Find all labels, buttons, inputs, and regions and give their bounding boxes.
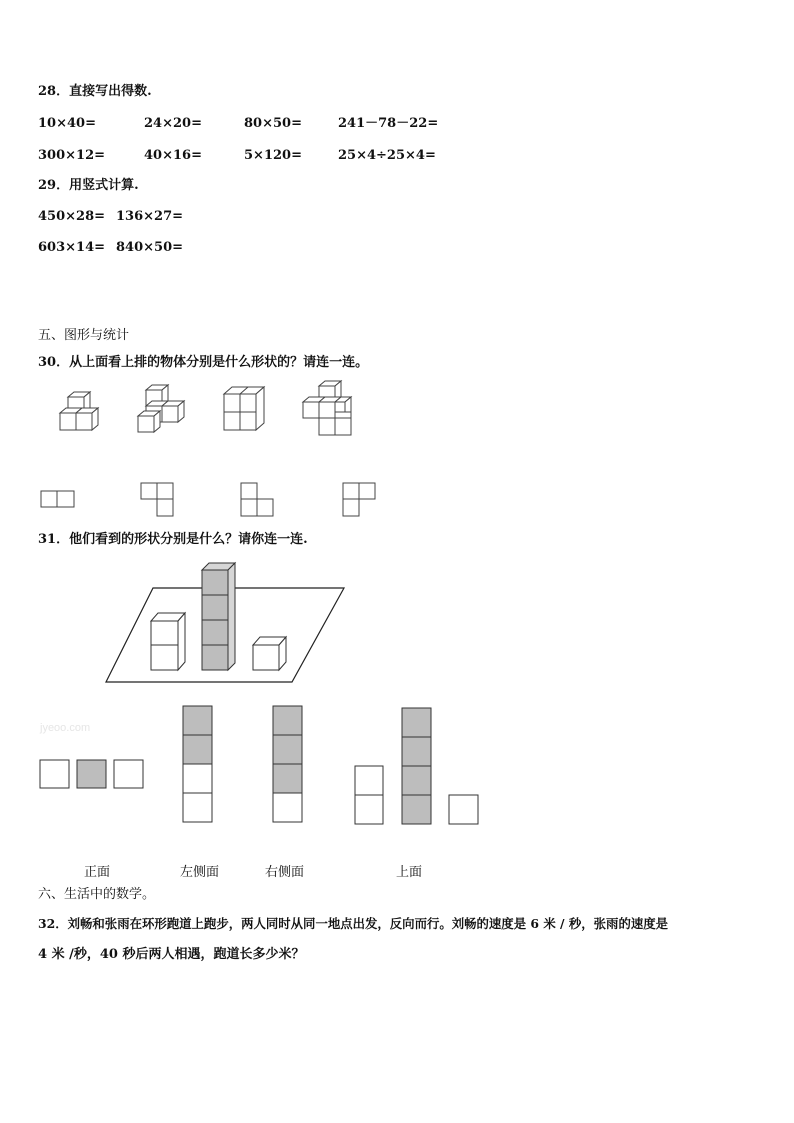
section5-title: 五、图形与统计 xyxy=(38,328,130,343)
q30-figure-d xyxy=(303,381,351,435)
q28-r1-c4: 241－78－22= xyxy=(338,116,439,131)
q28-r1-c1: 10×40= xyxy=(38,116,96,131)
q31-title: 31．他们看到的形状分别是什么？请你连一连. xyxy=(38,532,308,547)
q30-title: 30．从上面看上排的物体分别是什么形状的？请连一连。 xyxy=(38,355,369,370)
label-top: 上面 xyxy=(396,865,423,880)
q29-r1-c2: 136×27= xyxy=(116,209,184,224)
label-right-side: 右侧面 xyxy=(265,865,305,880)
q30-figure-a xyxy=(60,392,98,430)
q30-top-view-1 xyxy=(41,491,74,507)
q30-figure-b xyxy=(138,385,184,432)
view-option-3 xyxy=(273,706,302,822)
tall-cube-stack xyxy=(202,563,235,670)
q29-r1-c1: 450×28= xyxy=(38,209,106,224)
q31-figure xyxy=(0,556,794,836)
section6-title: 六、生活中的数学。 xyxy=(38,887,156,902)
view-option-4 xyxy=(355,708,478,824)
q32-line1: 32．刘畅和张雨在环形跑道上跑步，两人同时从同一地点出发，反向而行。刘畅的速度是 6 米 / 秒，张雨的速度是 xyxy=(38,916,669,931)
watermark: jyeoo.com xyxy=(40,722,91,734)
q29-r2-c1: 603×14= xyxy=(38,240,106,255)
q28-r2-c3: 5×120= xyxy=(244,148,302,163)
q28-r2-c2: 40×16= xyxy=(144,148,202,163)
q28-r2-c1: 300×12= xyxy=(38,148,106,163)
q32-line2: 4 米 /秒，40 秒后两人相遇，跑道长多少米？ xyxy=(38,947,305,962)
q28-title: 28．直接写出得数. xyxy=(38,84,152,99)
label-left-side: 左侧面 xyxy=(180,865,220,880)
q30-top-view-4 xyxy=(343,483,375,516)
view-option-1 xyxy=(40,760,143,788)
q30-top-view-2 xyxy=(141,483,173,516)
q28-r1-c2: 24×20= xyxy=(144,116,202,131)
q29-r2-c2: 840×50= xyxy=(116,240,184,255)
q29-title: 29．用竖式计算. xyxy=(38,178,139,193)
q30-top-view-3 xyxy=(241,483,273,516)
left-cube-stack xyxy=(151,613,185,670)
view-option-2 xyxy=(183,706,212,822)
q28-r1-c3: 80×50= xyxy=(244,116,302,131)
q28-r2-c4: 25×4÷25×4= xyxy=(338,148,436,163)
q30-cube-figures xyxy=(0,376,794,536)
q30-figure-c xyxy=(224,387,264,430)
label-front: 正面 xyxy=(84,865,111,880)
single-cube xyxy=(253,637,286,670)
